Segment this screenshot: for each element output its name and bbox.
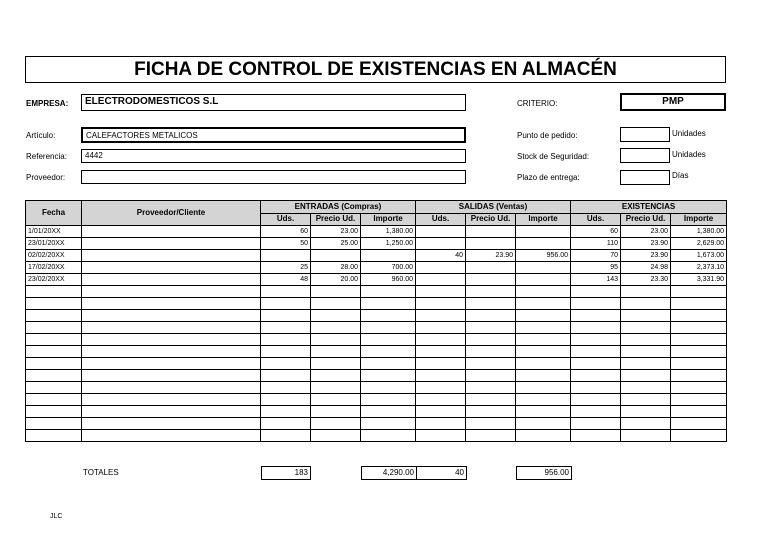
entradas-precio-cell[interactable]: 25.00: [311, 238, 361, 250]
existencias-importe-cell[interactable]: 2,373.10: [671, 262, 727, 274]
entradas-uds-cell[interactable]: [261, 358, 311, 370]
existencias-precio-cell[interactable]: [621, 358, 671, 370]
entradas-importe-cell[interactable]: [361, 430, 416, 442]
entradas-uds-cell[interactable]: [261, 382, 311, 394]
entradas-uds-cell[interactable]: 60: [261, 226, 311, 238]
proveedor-cliente-cell[interactable]: [82, 238, 261, 250]
salidas-importe-cell[interactable]: [516, 394, 571, 406]
entradas-importe-cell[interactable]: [361, 346, 416, 358]
salidas-importe-cell[interactable]: [516, 226, 571, 238]
entradas-uds-cell[interactable]: [261, 322, 311, 334]
existencias-precio-cell[interactable]: [621, 406, 671, 418]
entradas-precio-cell[interactable]: [311, 346, 361, 358]
entradas-importe-cell[interactable]: [361, 370, 416, 382]
entradas-importe-cell[interactable]: [361, 334, 416, 346]
entradas-importe-cell[interactable]: [361, 286, 416, 298]
salidas-precio-cell[interactable]: [466, 274, 516, 286]
proveedor-cliente-cell[interactable]: [82, 430, 261, 442]
existencias-uds-cell[interactable]: [571, 406, 621, 418]
salidas-importe-cell[interactable]: [516, 262, 571, 274]
salidas-uds-cell[interactable]: [416, 310, 466, 322]
existencias-uds-cell[interactable]: 110: [571, 238, 621, 250]
table-row: [26, 226, 727, 238]
fecha-cell[interactable]: [26, 406, 82, 418]
proveedor-cliente-cell[interactable]: [82, 310, 261, 322]
fecha-cell[interactable]: [26, 346, 82, 358]
criterio-field[interactable]: PMP: [620, 93, 726, 111]
existencias-uds-cell[interactable]: 95: [571, 262, 621, 274]
punto-pedido-unit: Unidades: [672, 129, 706, 138]
existencias-uds-cell[interactable]: [571, 286, 621, 298]
existencias-precio-cell[interactable]: 24.98: [621, 262, 671, 274]
salidas-uds-cell[interactable]: [416, 286, 466, 298]
entradas-importe-cell[interactable]: [361, 382, 416, 394]
proveedor-cliente-cell[interactable]: [82, 262, 261, 274]
existencias-uds-cell[interactable]: [571, 310, 621, 322]
existencias-importe-cell[interactable]: [671, 418, 727, 430]
existencias-importe-cell[interactable]: [671, 298, 727, 310]
proveedor-cliente-cell[interactable]: [82, 418, 261, 430]
entradas-importe-cell[interactable]: [361, 358, 416, 370]
entradas-precio-cell[interactable]: [311, 418, 361, 430]
entradas-uds-cell[interactable]: [261, 370, 311, 382]
proveedor-cliente-cell[interactable]: [82, 346, 261, 358]
entradas-importe-cell[interactable]: [361, 394, 416, 406]
salidas-precio-cell[interactable]: [466, 322, 516, 334]
existencias-precio-cell[interactable]: [621, 334, 671, 346]
punto-pedido-label: Punto de pedido:: [517, 131, 578, 140]
proveedor-cliente-cell[interactable]: [82, 322, 261, 334]
salidas-uds-cell[interactable]: [416, 298, 466, 310]
salidas-importe-cell[interactable]: [516, 298, 571, 310]
entradas-precio-header: Precio Ud.: [311, 213, 361, 226]
existencias-importe-cell[interactable]: [671, 322, 727, 334]
existencias-uds-cell[interactable]: [571, 382, 621, 394]
table-row: [26, 406, 727, 418]
salidas-importe-cell[interactable]: [516, 370, 571, 382]
entradas-importe-cell[interactable]: [361, 406, 416, 418]
existencias-uds-cell[interactable]: 60: [571, 226, 621, 238]
entradas-uds-cell[interactable]: [261, 406, 311, 418]
salidas-uds-cell[interactable]: [416, 334, 466, 346]
salidas-uds-cell[interactable]: 40: [416, 250, 466, 262]
fecha-cell[interactable]: 02/02/20XX: [26, 250, 82, 262]
existencias-uds-cell[interactable]: [571, 358, 621, 370]
entradas-importe-cell[interactable]: [361, 322, 416, 334]
entradas-importe-cell[interactable]: 1,250.00: [361, 238, 416, 250]
totales-label: TOTALES: [83, 468, 119, 477]
salidas-uds-cell[interactable]: [416, 346, 466, 358]
salidas-precio-cell[interactable]: [466, 238, 516, 250]
existencias-importe-cell[interactable]: [671, 358, 727, 370]
salidas-header: SALIDAS (Ventas): [416, 201, 571, 214]
existencias-importe-cell[interactable]: 1,380.00: [671, 226, 727, 238]
existencias-precio-cell[interactable]: [621, 430, 671, 442]
entradas-uds-cell[interactable]: [261, 250, 311, 262]
salidas-uds-header: Uds.: [416, 213, 466, 226]
salidas-importe-cell[interactable]: 956.00: [516, 250, 571, 262]
table-row: [26, 238, 727, 250]
existencias-header: EXISTENCIAS: [571, 201, 727, 214]
proveedor-label: Proveedor:: [26, 173, 66, 182]
existencias-uds-cell[interactable]: [571, 418, 621, 430]
proveedor-field[interactable]: [81, 170, 466, 184]
existencias-precio-cell[interactable]: 23.90: [621, 238, 671, 250]
entradas-uds-cell[interactable]: [261, 310, 311, 322]
fecha-cell[interactable]: [26, 382, 82, 394]
entradas-uds-cell[interactable]: 25: [261, 262, 311, 274]
fecha-cell[interactable]: [26, 418, 82, 430]
salidas-uds-cell[interactable]: [416, 226, 466, 238]
existencias-importe-cell[interactable]: [671, 394, 727, 406]
proveedor-cliente-cell[interactable]: [82, 334, 261, 346]
salidas-importe-header: Importe: [516, 213, 571, 226]
fecha-cell[interactable]: [26, 322, 82, 334]
existencias-importe-cell[interactable]: [671, 430, 727, 442]
entradas-precio-cell[interactable]: [311, 298, 361, 310]
proveedor-cliente-cell[interactable]: [82, 382, 261, 394]
entradas-precio-cell[interactable]: [311, 370, 361, 382]
table-row: [26, 346, 727, 358]
entradas-uds-cell[interactable]: [261, 394, 311, 406]
fecha-cell[interactable]: [26, 298, 82, 310]
existencias-uds-cell[interactable]: 143: [571, 274, 621, 286]
entradas-uds-cell[interactable]: [261, 430, 311, 442]
stock-seguridad-label: Stock de Seguridad:: [517, 152, 590, 161]
salidas-precio-cell[interactable]: [466, 406, 516, 418]
table-row: [26, 298, 727, 310]
fecha-cell[interactable]: 1/01/20XX: [26, 226, 82, 238]
table-row: [26, 418, 727, 430]
salidas-uds-cell[interactable]: [416, 430, 466, 442]
total-entradas-importe: 4,290.00: [361, 466, 417, 480]
salidas-precio-header: Precio Ud.: [466, 213, 516, 226]
salidas-precio-cell[interactable]: [466, 370, 516, 382]
salidas-importe-cell[interactable]: [516, 358, 571, 370]
table-row: [26, 274, 727, 286]
proveedor-cliente-cell[interactable]: [82, 226, 261, 238]
entradas-importe-cell[interactable]: [361, 298, 416, 310]
salidas-precio-cell[interactable]: [466, 418, 516, 430]
fecha-cell[interactable]: [26, 370, 82, 382]
existencias-uds-cell[interactable]: [571, 430, 621, 442]
footer-initials: JLC: [50, 513, 63, 520]
proveedor-cliente-cell[interactable]: [82, 406, 261, 418]
table-row: [26, 286, 727, 298]
empresa-field[interactable]: ELECTRODOMESTICOS S.L: [81, 94, 466, 111]
existencias-precio-cell[interactable]: [621, 382, 671, 394]
existencias-precio-cell[interactable]: [621, 286, 671, 298]
entradas-precio-cell[interactable]: [311, 310, 361, 322]
existencias-precio-cell[interactable]: [621, 310, 671, 322]
entradas-precio-cell[interactable]: [311, 358, 361, 370]
proveedor-cliente-header: Proveedor/Cliente: [82, 201, 261, 226]
salidas-uds-cell[interactable]: [416, 370, 466, 382]
entradas-precio-cell[interactable]: [311, 394, 361, 406]
existencias-uds-cell[interactable]: 70: [571, 250, 621, 262]
table-row: [26, 358, 727, 370]
salidas-uds-cell[interactable]: [416, 418, 466, 430]
total-entradas-uds: 183: [261, 466, 311, 480]
stock-seguridad-unit: Unidades: [672, 150, 706, 159]
salidas-uds-cell[interactable]: [416, 262, 466, 274]
total-salidas-importe: 956.00: [516, 466, 572, 480]
salidas-importe-cell[interactable]: [516, 382, 571, 394]
entradas-importe-cell[interactable]: 1,380.00: [361, 226, 416, 238]
salidas-precio-cell[interactable]: [466, 346, 516, 358]
proveedor-cliente-cell[interactable]: [82, 358, 261, 370]
entradas-precio-cell[interactable]: 28.00: [311, 262, 361, 274]
salidas-precio-cell[interactable]: [466, 298, 516, 310]
punto-pedido-field[interactable]: [620, 127, 670, 142]
entradas-uds-cell[interactable]: [261, 418, 311, 430]
fecha-cell[interactable]: [26, 334, 82, 346]
salidas-precio-cell[interactable]: [466, 394, 516, 406]
salidas-importe-cell[interactable]: [516, 310, 571, 322]
table-row: [26, 382, 727, 394]
salidas-uds-cell[interactable]: [416, 238, 466, 250]
plazo-entrega-unit: Días: [672, 171, 689, 180]
referencia-label: Referencia:: [26, 152, 67, 161]
fecha-cell[interactable]: [26, 358, 82, 370]
existencias-precio-cell[interactable]: [621, 394, 671, 406]
existencias-uds-cell[interactable]: [571, 322, 621, 334]
table-row: [26, 334, 727, 346]
existencias-importe-cell[interactable]: [671, 382, 727, 394]
entradas-header: ENTRADAS (Compras): [261, 201, 416, 214]
salidas-uds-cell[interactable]: [416, 406, 466, 418]
entradas-precio-cell[interactable]: [311, 406, 361, 418]
entradas-precio-cell[interactable]: [311, 322, 361, 334]
entradas-precio-cell[interactable]: [311, 334, 361, 346]
salidas-uds-cell[interactable]: [416, 322, 466, 334]
existencias-uds-cell[interactable]: [571, 334, 621, 346]
entradas-uds-cell[interactable]: [261, 334, 311, 346]
salidas-uds-cell[interactable]: [416, 382, 466, 394]
salidas-precio-cell[interactable]: [466, 334, 516, 346]
plazo-entrega-label: Plazo de entrega:: [517, 173, 580, 182]
entradas-precio-cell[interactable]: [311, 250, 361, 262]
entradas-uds-header: Uds.: [261, 213, 311, 226]
existencias-importe-cell[interactable]: [671, 406, 727, 418]
salidas-uds-cell[interactable]: [416, 358, 466, 370]
fecha-header: Fecha: [26, 201, 82, 226]
existencias-uds-cell[interactable]: [571, 370, 621, 382]
salidas-importe-cell[interactable]: [516, 274, 571, 286]
salidas-precio-cell[interactable]: [466, 358, 516, 370]
existencias-uds-header: Uds.: [571, 213, 621, 226]
salidas-importe-cell[interactable]: [516, 334, 571, 346]
salidas-importe-cell[interactable]: [516, 346, 571, 358]
fecha-cell[interactable]: [26, 430, 82, 442]
existencias-importe-cell[interactable]: 3,331.90: [671, 274, 727, 286]
salidas-importe-cell[interactable]: [516, 406, 571, 418]
proveedor-cliente-cell[interactable]: [82, 286, 261, 298]
existencias-importe-cell[interactable]: [671, 346, 727, 358]
salidas-importe-cell[interactable]: [516, 238, 571, 250]
proveedor-cliente-cell[interactable]: [82, 298, 261, 310]
salidas-precio-cell[interactable]: [466, 262, 516, 274]
referencia-field[interactable]: 4442: [81, 149, 466, 163]
salidas-uds-cell[interactable]: [416, 274, 466, 286]
articulo-field[interactable]: CALEFACTORES METALICOS: [81, 127, 466, 143]
existencias-importe-cell[interactable]: [671, 334, 727, 346]
existencias-importe-cell[interactable]: [671, 370, 727, 382]
entradas-uds-cell[interactable]: [261, 346, 311, 358]
entradas-precio-cell[interactable]: [311, 286, 361, 298]
salidas-importe-cell[interactable]: [516, 418, 571, 430]
salidas-precio-cell[interactable]: [466, 310, 516, 322]
salidas-importe-cell[interactable]: [516, 430, 571, 442]
fecha-cell[interactable]: [26, 286, 82, 298]
page-title: FICHA DE CONTROL DE EXISTENCIAS EN ALMACÉN: [25, 56, 726, 83]
entradas-precio-cell[interactable]: [311, 430, 361, 442]
existencias-precio-cell[interactable]: [621, 418, 671, 430]
fecha-cell[interactable]: [26, 310, 82, 322]
entradas-precio-cell[interactable]: 20.00: [311, 274, 361, 286]
existencias-importe-cell[interactable]: [671, 286, 727, 298]
salidas-precio-cell[interactable]: [466, 286, 516, 298]
table-row: [26, 430, 727, 442]
entradas-uds-cell[interactable]: [261, 286, 311, 298]
existencias-precio-cell[interactable]: [621, 370, 671, 382]
plazo-entrega-field[interactable]: [620, 170, 670, 185]
existencias-importe-cell[interactable]: 2,629.00: [671, 238, 727, 250]
existencias-precio-cell[interactable]: [621, 346, 671, 358]
entradas-precio-cell[interactable]: [311, 382, 361, 394]
fecha-cell[interactable]: 23/02/20XX: [26, 274, 82, 286]
existencias-precio-cell[interactable]: 23.30: [621, 274, 671, 286]
proveedor-cliente-cell[interactable]: [82, 394, 261, 406]
articulo-label: Artículo:: [26, 131, 56, 140]
proveedor-cliente-cell[interactable]: [82, 274, 261, 286]
total-salidas-uds: 40: [416, 466, 467, 480]
fecha-cell[interactable]: 17/02/20XX: [26, 262, 82, 274]
entradas-importe-cell[interactable]: 960.00: [361, 274, 416, 286]
entradas-importe-header: Importe: [361, 213, 416, 226]
existencias-uds-cell[interactable]: [571, 298, 621, 310]
entradas-importe-cell[interactable]: [361, 418, 416, 430]
existencias-precio-header: Precio Ud.: [621, 213, 671, 226]
entradas-importe-cell[interactable]: [361, 250, 416, 262]
existencias-uds-cell[interactable]: [571, 394, 621, 406]
existencias-precio-cell[interactable]: 23.00: [621, 226, 671, 238]
fecha-cell[interactable]: 23/01/20XX: [26, 238, 82, 250]
existencias-importe-header: Importe: [671, 213, 727, 226]
salidas-precio-cell[interactable]: [466, 430, 516, 442]
salidas-importe-cell[interactable]: [516, 322, 571, 334]
entradas-uds-cell[interactable]: [261, 298, 311, 310]
table-row: [26, 370, 727, 382]
table-row: [26, 322, 727, 334]
salidas-importe-cell[interactable]: [516, 286, 571, 298]
entradas-uds-cell[interactable]: 50: [261, 238, 311, 250]
table-row: [26, 262, 727, 274]
existencias-importe-cell[interactable]: [671, 310, 727, 322]
existencias-precio-cell[interactable]: [621, 322, 671, 334]
existencias-uds-cell[interactable]: [571, 346, 621, 358]
existencias-precio-cell[interactable]: 23.90: [621, 250, 671, 262]
entradas-importe-cell[interactable]: 700.00: [361, 262, 416, 274]
fecha-cell[interactable]: [26, 394, 82, 406]
proveedor-cliente-cell[interactable]: [82, 370, 261, 382]
entradas-importe-cell[interactable]: [361, 310, 416, 322]
table-row: [26, 394, 727, 406]
criterio-label: CRITERIO:: [517, 99, 558, 108]
existencias-importe-cell[interactable]: 1,673.00: [671, 250, 727, 262]
salidas-precio-cell[interactable]: [466, 382, 516, 394]
table-row: [26, 310, 727, 322]
table-row: [26, 250, 727, 262]
proveedor-cliente-cell[interactable]: [82, 250, 261, 262]
salidas-uds-cell[interactable]: [416, 394, 466, 406]
existencias-precio-cell[interactable]: [621, 298, 671, 310]
entradas-precio-cell[interactable]: 23.00: [311, 226, 361, 238]
salidas-precio-cell[interactable]: [466, 226, 516, 238]
stock-seguridad-field[interactable]: [620, 148, 670, 163]
empresa-label: EMPRESA:: [26, 99, 69, 108]
stock-control-table: [25, 200, 727, 442]
entradas-uds-cell[interactable]: 48: [261, 274, 311, 286]
salidas-precio-cell[interactable]: 23.90: [466, 250, 516, 262]
